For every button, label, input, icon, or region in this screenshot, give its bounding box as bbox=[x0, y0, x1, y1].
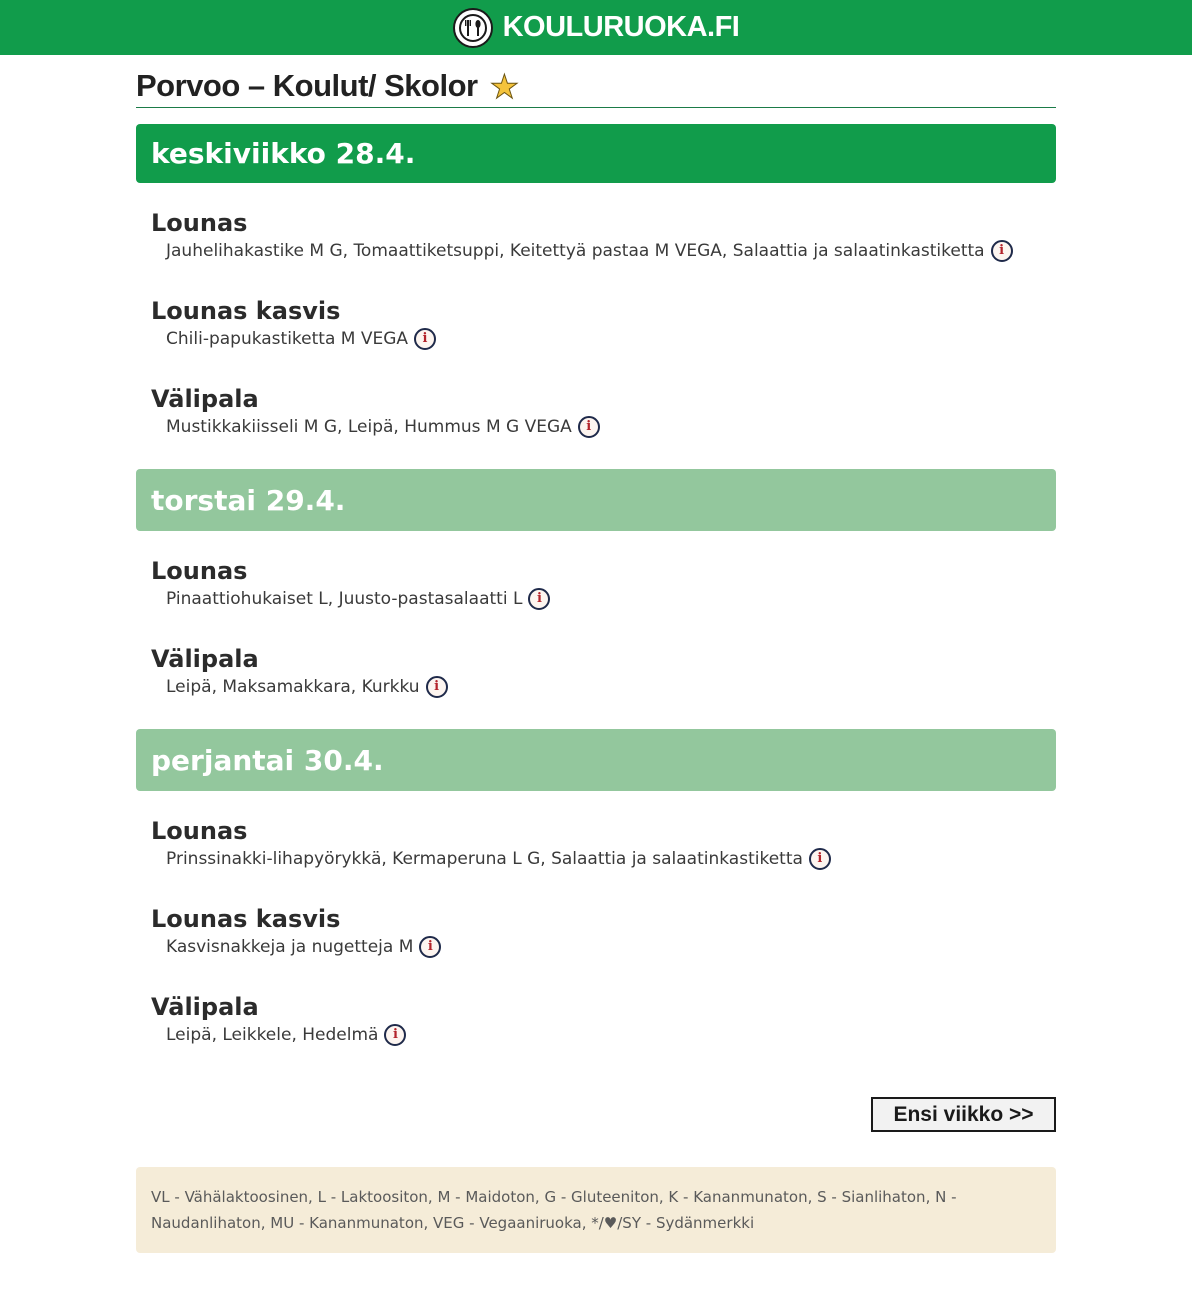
info-icon[interactable]: i bbox=[809, 848, 831, 870]
meal-title: Lounas bbox=[151, 557, 248, 585]
day-section bbox=[136, 124, 1056, 440]
meal-block bbox=[136, 296, 1056, 352]
meal-block bbox=[136, 992, 1056, 1048]
star-icon[interactable]: ★ bbox=[489, 66, 520, 106]
meal-items bbox=[151, 238, 1056, 264]
info-icon[interactable]: i bbox=[419, 936, 441, 958]
info-icon[interactable]: i bbox=[414, 328, 436, 350]
plate-fork-spoon-icon bbox=[453, 8, 493, 48]
meal-items bbox=[151, 326, 1056, 352]
meal-title: Välipala bbox=[151, 385, 259, 413]
day-header[interactable]: torstai 29.4. bbox=[136, 469, 1056, 531]
meal-block bbox=[136, 556, 1056, 612]
top-bar bbox=[0, 0, 1192, 55]
next-week-button[interactable]: Ensi viikko >> bbox=[871, 1097, 1056, 1132]
meal-items bbox=[151, 586, 1056, 612]
meal-items-text: Kasvisnakkeja ja nugetteja M bbox=[166, 937, 414, 957]
day-header[interactable]: keskiviikko 28.4. bbox=[136, 124, 1056, 183]
brand-name: KOULURUOKA.FI bbox=[502, 11, 740, 43]
pagination bbox=[136, 1097, 1056, 1132]
meal-items-text: Mustikkakiisseli M G, Leipä, Hummus M G VEGA bbox=[166, 417, 572, 437]
meal-items bbox=[151, 846, 1056, 872]
day-header[interactable]: perjantai 30.4. bbox=[136, 729, 1056, 791]
meal-items-text: Leipä, Leikkele, Hedelmä bbox=[166, 1025, 379, 1045]
meal-items-text: Leipä, Maksamakkara, Kurkku bbox=[166, 677, 420, 697]
meal-title: Välipala bbox=[151, 993, 259, 1021]
meal-title: Lounas kasvis bbox=[151, 297, 341, 325]
meal-items bbox=[151, 1022, 1056, 1048]
meal-items-text: Jauhelihakastike M G, Tomaattiketsuppi, Keitettyä pastaa M VEGA, Salaattia ja salaatinkastiketta bbox=[166, 241, 985, 261]
info-icon[interactable]: i bbox=[384, 1024, 406, 1046]
meal-items-text: Pinaattiohukaiset L, Juusto-pastasalaatti L bbox=[166, 589, 523, 609]
day-section bbox=[136, 729, 1056, 1048]
meal-title: Välipala bbox=[151, 645, 259, 673]
info-icon[interactable]: i bbox=[578, 416, 600, 438]
meal-block bbox=[136, 208, 1056, 264]
info-icon[interactable]: i bbox=[528, 588, 550, 610]
meal-title: Lounas kasvis bbox=[151, 905, 341, 933]
meal-items-text: Chili-papukastiketta M VEGA bbox=[166, 329, 409, 349]
info-icon[interactable]: i bbox=[991, 240, 1013, 262]
diet-legend: VL - Vähälaktoosinen, L - Laktoositon, M - Maidoton, G - Gluteeniton, K - Kananmunaton, S - Sianlihaton, N - Naudanlihaton, MU - Kananmunaton, VEG - Vegaaniruoka, */♥/SY - Sydänmerkki bbox=[136, 1167, 1056, 1253]
meal-items-text: Prinssinakki-lihapyörykkä, Kermaperuna L G, Salaattia ja salaatinkastiketta bbox=[166, 849, 803, 869]
meal-block bbox=[136, 904, 1056, 960]
main-content bbox=[136, 55, 1056, 1253]
meal-block bbox=[136, 644, 1056, 700]
page-title: Porvoo – Koulut/ Skolor bbox=[136, 68, 478, 103]
meal-block bbox=[136, 816, 1056, 872]
brand-link[interactable] bbox=[453, 8, 740, 48]
meal-items bbox=[151, 934, 1056, 960]
day-section bbox=[136, 469, 1056, 700]
meal-block bbox=[136, 384, 1056, 440]
meal-items bbox=[151, 414, 1056, 440]
page-header bbox=[136, 55, 1056, 108]
meal-items bbox=[151, 674, 1056, 700]
info-icon[interactable]: i bbox=[426, 676, 448, 698]
meal-title: Lounas bbox=[151, 817, 248, 845]
meal-title: Lounas bbox=[151, 209, 248, 237]
